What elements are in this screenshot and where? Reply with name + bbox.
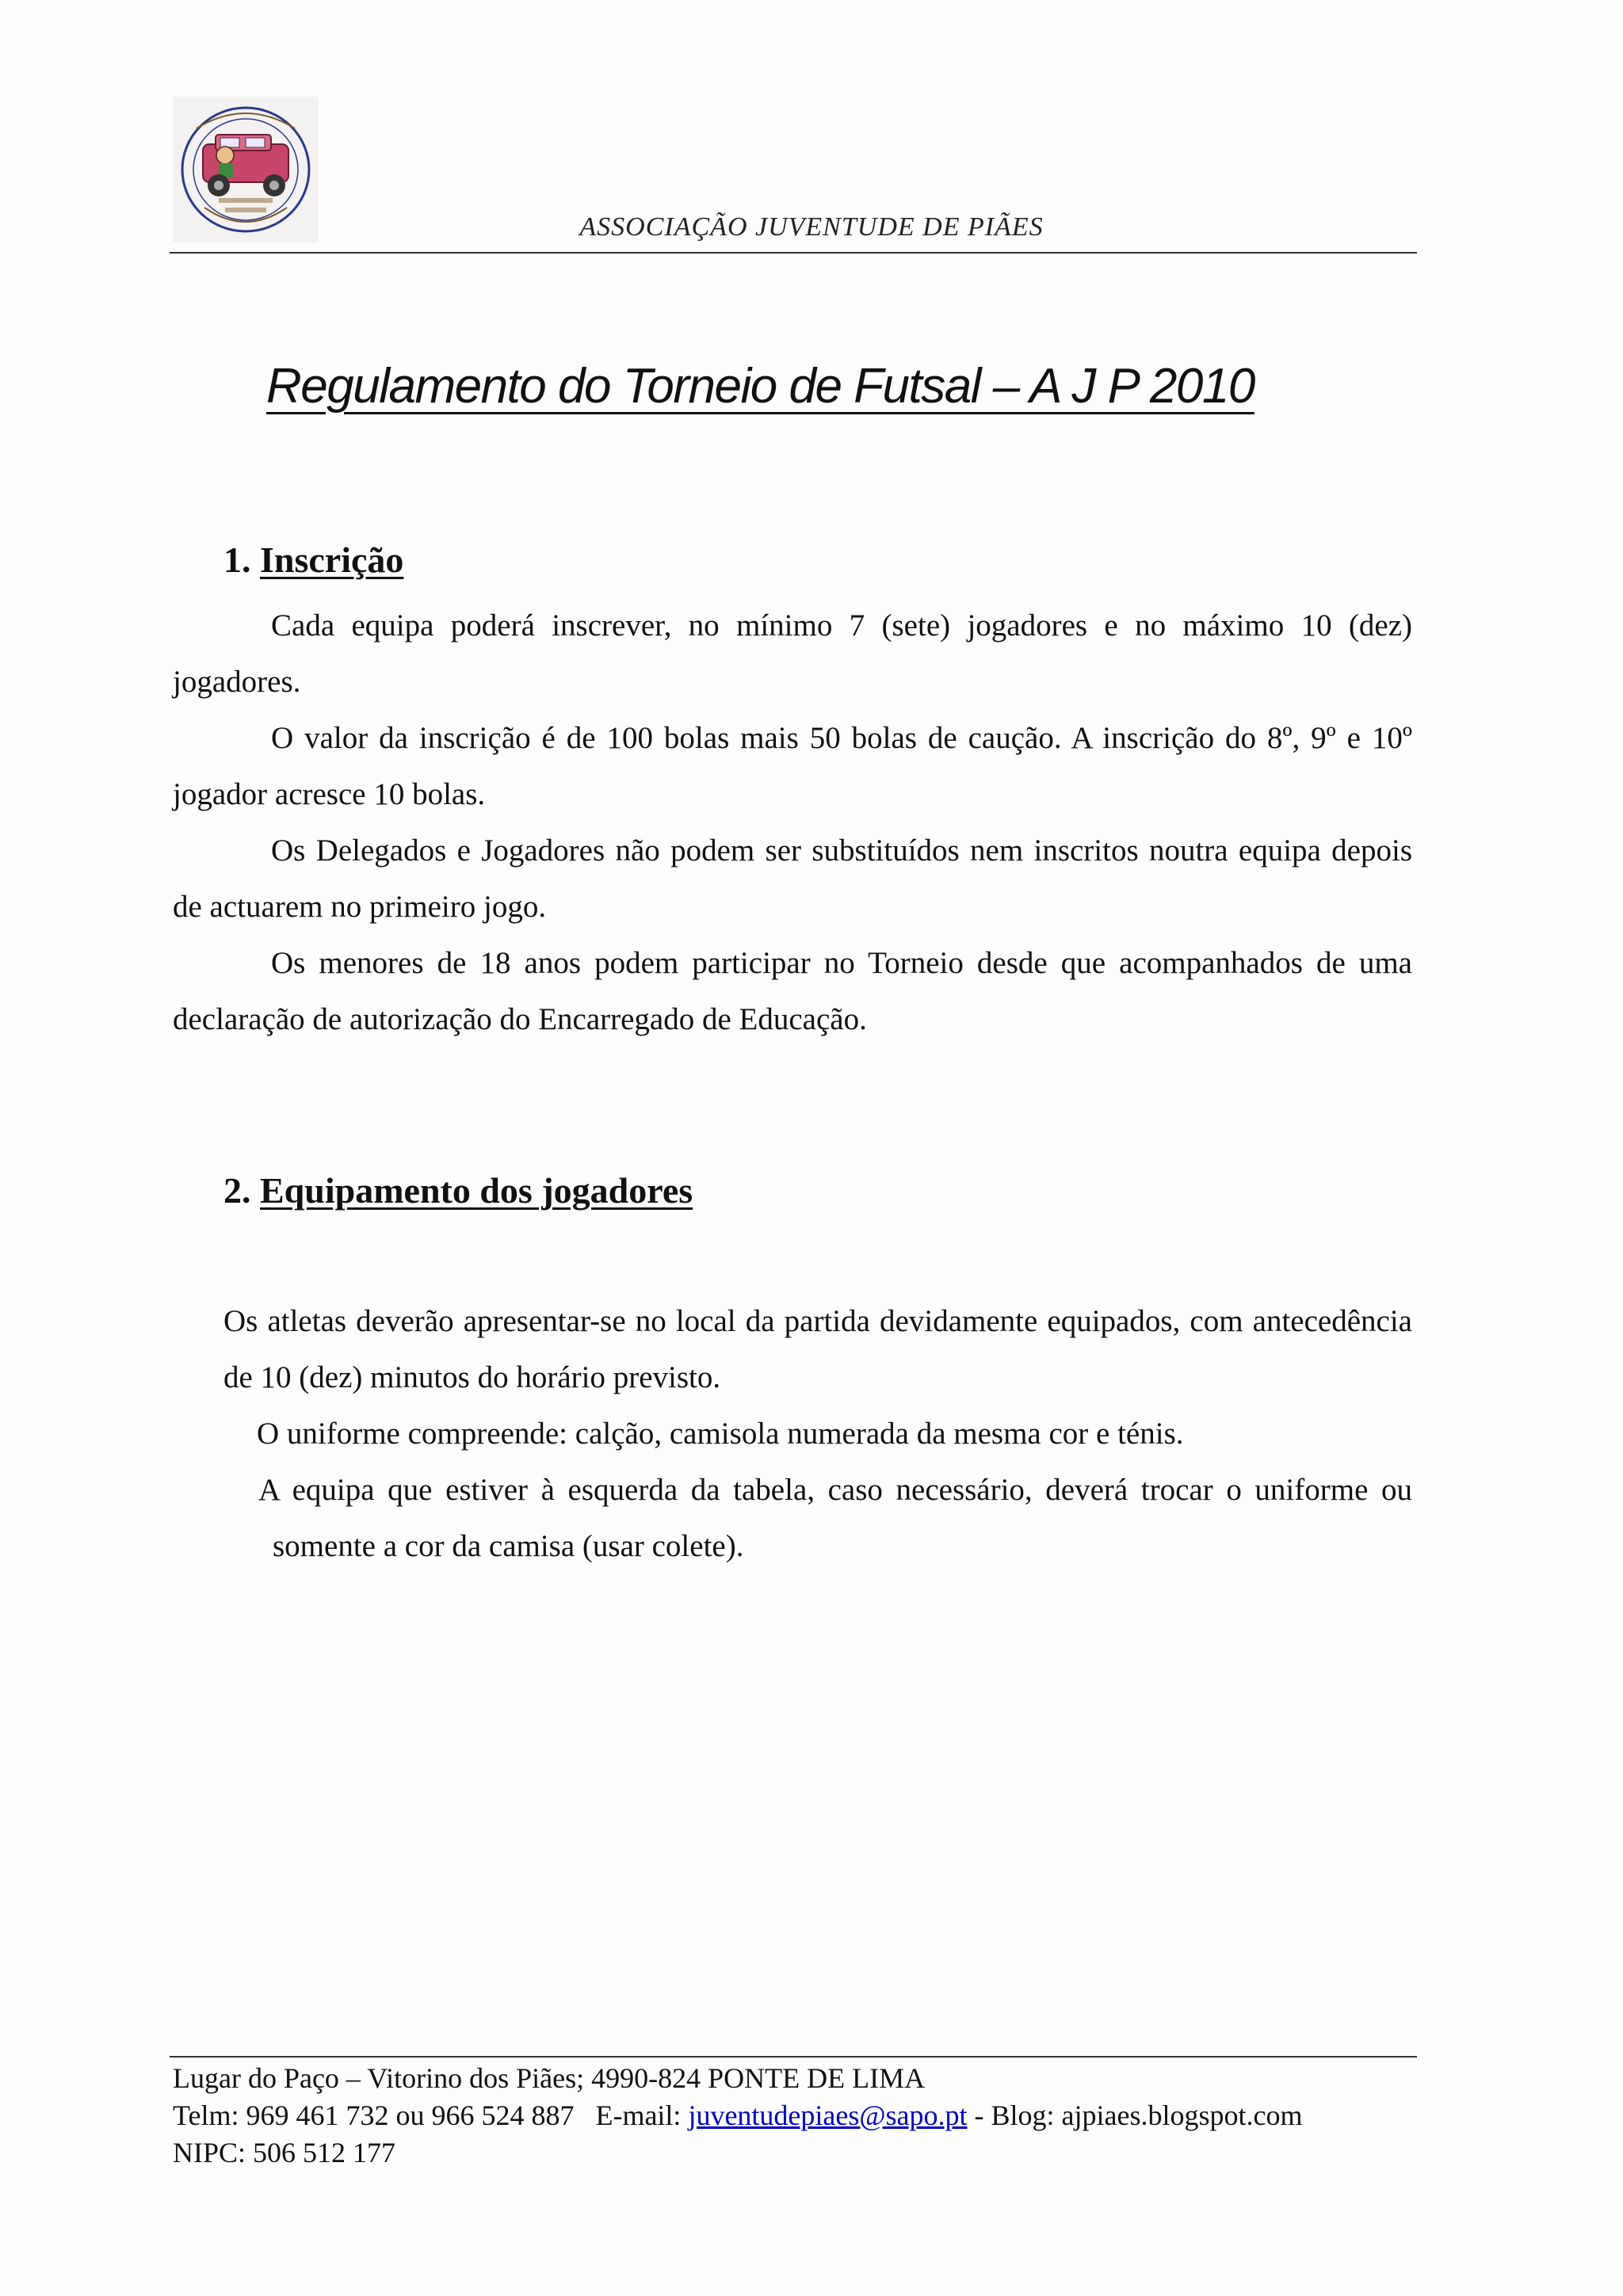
section-number: 1.	[223, 540, 251, 580]
header-organization-name: ASSOCIAÇÃO JUVENTUDE DE PIÃES	[579, 212, 1044, 242]
section-title: Inscrição	[260, 540, 404, 580]
document-title: Regulamento do Torneio de Futsal – A J P 2010	[266, 359, 1254, 414]
footer-divider	[170, 2056, 1417, 2058]
footer-phone: Telm: 969 461 732 ou 966 524 887 E-mail:	[173, 2100, 689, 2131]
paragraph: Cada equipa poderá inscrever, no mínimo 7 (sete) jogadores e no máximo 10 (dez) jogadores.	[173, 608, 1412, 699]
footer-contacts	[173, 2097, 1302, 2134]
paragraph: somente a cor da camisa (usar colete).	[273, 1529, 744, 1563]
header-divider	[170, 252, 1417, 254]
section-heading-equipamento	[223, 1169, 693, 1211]
footer	[173, 2060, 1302, 2172]
footer-blog: - Blog: ajpiaes.blogspot.com	[967, 2100, 1303, 2131]
paragraph: O uniforme compreende: calção, camisola numerada da mesma cor e ténis.	[257, 1417, 1184, 1451]
section-heading-inscricao	[223, 539, 403, 581]
paragraph: Os menores de 18 anos podem participar no Torneio desde que acompanhados de uma declaração de autorização do Encarregado de Educação.	[173, 946, 1412, 1036]
email-link[interactable]: juventudepiaes@sapo.pt	[688, 2100, 968, 2131]
footer-nipc: NIPC: 506 512 177	[173, 2137, 396, 2168]
paragraph: O valor da inscrição é de 100 bolas mais 50 bolas de caução. A inscrição do 8º, 9º e 10º jogador acresce 10 bolas.	[173, 721, 1412, 811]
section-title: Equipamento dos jogadores	[260, 1170, 693, 1211]
paragraph: Os Delegados e Jogadores não podem ser substituídos nem inscritos noutra equipa depois de actuarem no primeiro jogo.	[173, 833, 1412, 924]
section-number: 2.	[223, 1170, 251, 1211]
paragraph: Os atletas deverão apresentar-se no local da partida devidamente equipados, com antecedência de 10 (dez) minutos do horário previsto.	[223, 1304, 1412, 1394]
paragraph: A equipa que estiver à esquerda da tabela, caso necessário, deverá trocar o uniforme ou	[258, 1473, 1412, 1507]
footer-address: Lugar do Paço – Vitorino dos Piães; 4990-824 PONTE DE LIMA	[173, 2062, 926, 2094]
